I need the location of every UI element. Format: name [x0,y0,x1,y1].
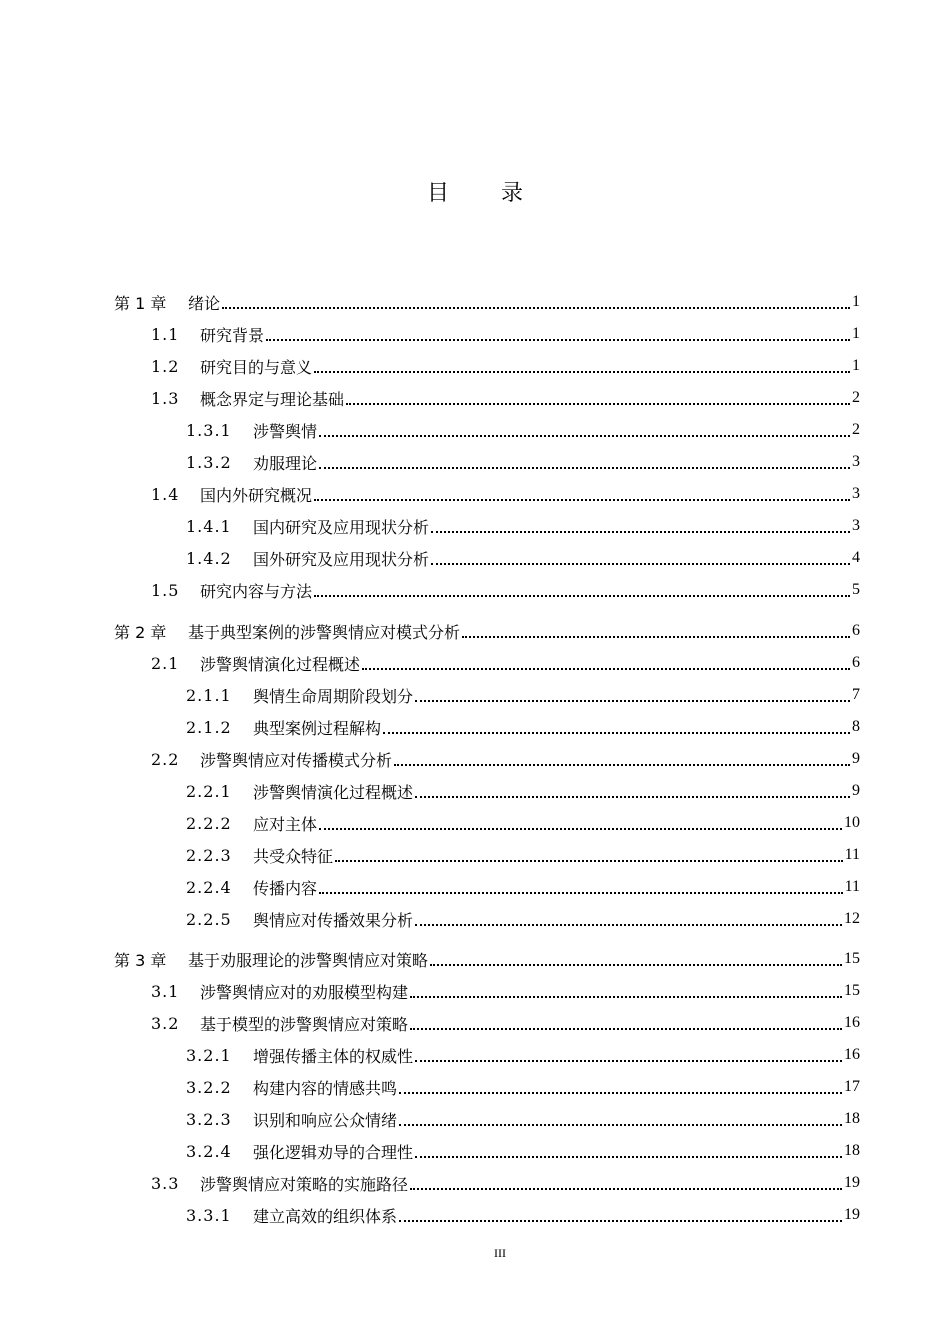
toc-entry-number: 1.3.2 [186,452,232,472]
dot-leader [383,731,850,734]
toc-entry-title: 绪论 [188,293,221,313]
toc-entry-title: 舆情应对传播效果分析 [253,910,414,930]
toc-entry-number: 第 1 章 [114,293,167,313]
toc-entry-title: 国外研究及应用现状分析 [253,549,430,569]
toc-chapter-entry[interactable] [114,286,860,318]
toc-entry-page: 18 [844,1110,860,1127]
dot-leader [431,562,850,565]
dot-leader [266,338,850,341]
toc-entry-number: 3.1 [151,981,180,1001]
toc-entry-page: 1 [852,357,860,374]
toc-entry-page: 6 [852,654,860,671]
toc-section-entry[interactable] [186,679,860,711]
dot-leader [346,402,850,405]
dot-leader [319,466,850,469]
toc-entry-title: 研究目的与意义 [200,357,313,377]
toc-entry-page: 2 [852,421,860,438]
toc-entry-page: 8 [852,718,860,735]
toc-entry-title: 传播内容 [253,878,318,898]
toc-section-entry[interactable] [186,414,860,446]
toc-section-entry[interactable] [186,1071,860,1103]
toc-entry-number: 1.1 [151,324,180,344]
dot-leader [362,667,850,670]
dot-leader [314,594,850,597]
toc-chapter-entry[interactable] [114,615,860,647]
toc-section-entry[interactable] [151,743,860,775]
toc-section-entry[interactable] [186,1103,860,1135]
toc-entry-title: 应对主体 [253,814,318,834]
dot-leader [399,1091,842,1094]
toc-entry-page: 5 [852,581,860,598]
toc-entry-number: 第 2 章 [114,622,167,642]
toc-entry-page: 2 [852,389,860,406]
toc-entry-title: 涉警舆情演化过程概述 [253,782,414,802]
toc-entry-page: 10 [844,814,860,831]
toc-section-entry[interactable] [186,903,860,935]
toc-section-entry[interactable] [186,839,860,871]
toc-entry-number: 3.3.1 [186,1205,232,1225]
toc-section-entry[interactable] [186,1199,860,1231]
toc-entry-page: 3 [852,453,860,470]
toc-entry-page: 3 [852,517,860,534]
dot-leader [462,635,850,638]
toc-entry-number: 3.2.3 [186,1109,232,1129]
toc-entry-page: 1 [852,325,860,342]
toc-entry-title: 研究背景 [200,325,265,345]
dot-leader [319,434,850,437]
toc-entry-number: 3.2 [151,1013,180,1033]
toc-section-entry[interactable] [186,510,860,542]
toc-entry-title: 研究内容与方法 [200,581,313,601]
toc-entry-number: 1.3.1 [186,420,232,440]
toc-entry-number: 2.1.2 [186,717,232,737]
toc-entry-title: 基于模型的涉警舆情应对策略 [200,1014,409,1034]
toc-section-entry[interactable] [186,711,860,743]
toc-section-entry[interactable] [151,478,860,510]
toc-entry-title: 增强传播主体的权威性 [253,1046,414,1066]
toc-entry-page: 17 [844,1078,860,1095]
dot-leader [415,923,842,926]
toc-entry-title: 强化逻辑劝导的合理性 [253,1142,414,1162]
toc-section-entry[interactable] [151,318,860,350]
toc-entry-number: 2.2.4 [186,877,232,897]
toc-section-entry[interactable] [151,574,860,606]
dot-leader [415,699,850,702]
dot-leader [394,763,850,766]
toc-section-entry[interactable] [151,382,860,414]
toc-entry-number: 2.2.1 [186,781,232,801]
toc-entry-page: 19 [844,1206,860,1223]
toc-entry-title: 涉警舆情 [253,421,318,441]
dot-leader [410,1027,842,1030]
toc-entry-number: 第 3 章 [114,950,167,970]
toc-entry-number: 1.3 [151,388,180,408]
dot-leader [415,795,850,798]
page-title: 目录 [426,181,575,206]
toc-section-entry[interactable] [186,1135,860,1167]
toc-entry-number: 3.2.1 [186,1045,232,1065]
toc-entry-number: 2.2.2 [186,813,232,833]
toc-section-entry[interactable] [186,446,860,478]
toc-entry-number: 1.5 [151,580,180,600]
toc-section-entry[interactable] [151,1007,860,1039]
toc-entry-title: 涉警舆情演化过程概述 [200,654,361,674]
toc-entry-title: 共受众特征 [253,846,334,866]
toc-entry-title: 概念界定与理论基础 [200,389,345,409]
toc-entry-title: 国内外研究概况 [200,485,313,505]
toc-entry-number: 1.4.1 [186,516,232,536]
toc-section-entry[interactable] [186,542,860,574]
toc-entry-page: 15 [844,982,860,999]
toc-entry-title: 建立高效的组织体系 [253,1206,398,1226]
dot-leader [319,891,843,894]
dot-leader [319,827,842,830]
dot-leader [399,1219,842,1222]
toc-entry-page: 4 [852,549,860,566]
dot-leader [410,995,842,998]
toc-entry-title: 国内研究及应用现状分析 [253,517,430,537]
toc-entry-page: 16 [844,1014,860,1031]
toc-entry-page: 11 [844,846,860,863]
toc-entry-number: 3.2.2 [186,1077,232,1097]
dot-leader [430,963,842,966]
dot-leader [314,370,850,373]
page-number-footer: III [494,1246,506,1260]
toc-entry-page: 18 [844,1142,860,1159]
toc-entry-number: 1.4.2 [186,548,232,568]
dot-leader [222,306,850,309]
toc-section-entry[interactable] [186,775,860,807]
toc-entry-number: 3.2.4 [186,1141,232,1161]
toc-entry-number: 3.3 [151,1173,180,1193]
toc-entry-page: 19 [844,1174,860,1191]
toc-entry-page: 11 [844,878,860,895]
toc-entry-title: 典型案例过程解构 [253,718,382,738]
dot-leader [431,530,850,533]
dot-leader [335,859,843,862]
toc-entry-title: 涉警舆情应对传播模式分析 [200,750,393,770]
toc-entry-page: 7 [852,686,860,703]
toc-entry-page: 12 [844,910,860,927]
toc-entry-number: 2.1 [151,653,180,673]
toc-entry-title: 涉警舆情应对策略的实施路径 [200,1174,409,1194]
toc-entry-page: 3 [852,485,860,502]
toc-entry-title: 识别和响应公众情绪 [253,1110,398,1130]
toc-section-entry[interactable] [186,807,860,839]
toc-entry-page: 16 [844,1046,860,1063]
toc-section-entry[interactable] [151,647,860,679]
toc-entry-page: 6 [852,622,860,639]
toc-entry-page: 9 [852,750,860,767]
dot-leader [399,1123,842,1126]
toc-entry-page: 1 [852,293,860,310]
toc-entry-number: 1.2 [151,356,180,376]
toc-section-entry[interactable] [151,975,860,1007]
toc-chapter-entry[interactable] [114,943,860,975]
toc-entry-title: 基于典型案例的涉警舆情应对模式分析 [188,622,461,642]
toc-entry-number: 2.2.3 [186,845,232,865]
toc-entry-number: 1.4 [151,484,180,504]
dot-leader [415,1155,842,1158]
toc-entry-title: 基于劝服理论的涉警舆情应对策略 [188,950,429,970]
toc-entry-number: 2.2.5 [186,909,232,929]
toc-entry-number: 2.2 [151,749,180,769]
toc-entry-title: 劝服理论 [253,453,318,473]
toc-section-entry[interactable] [151,1167,860,1199]
toc-section-entry[interactable] [186,871,860,903]
toc-entry-number: 2.1.1 [186,685,232,705]
toc-entry-title: 舆情生命周期阶段划分 [253,686,414,706]
toc-entry-title: 构建内容的情感共鸣 [253,1078,398,1098]
dot-leader [410,1187,842,1190]
toc-section-entry[interactable] [151,350,860,382]
toc-entry-title: 涉警舆情应对的劝服模型构建 [200,982,409,1002]
dot-leader [415,1059,842,1062]
dot-leader [314,498,850,501]
toc-entry-page: 15 [844,950,860,967]
toc-section-entry[interactable] [186,1039,860,1071]
toc-entry-page: 9 [852,782,860,799]
